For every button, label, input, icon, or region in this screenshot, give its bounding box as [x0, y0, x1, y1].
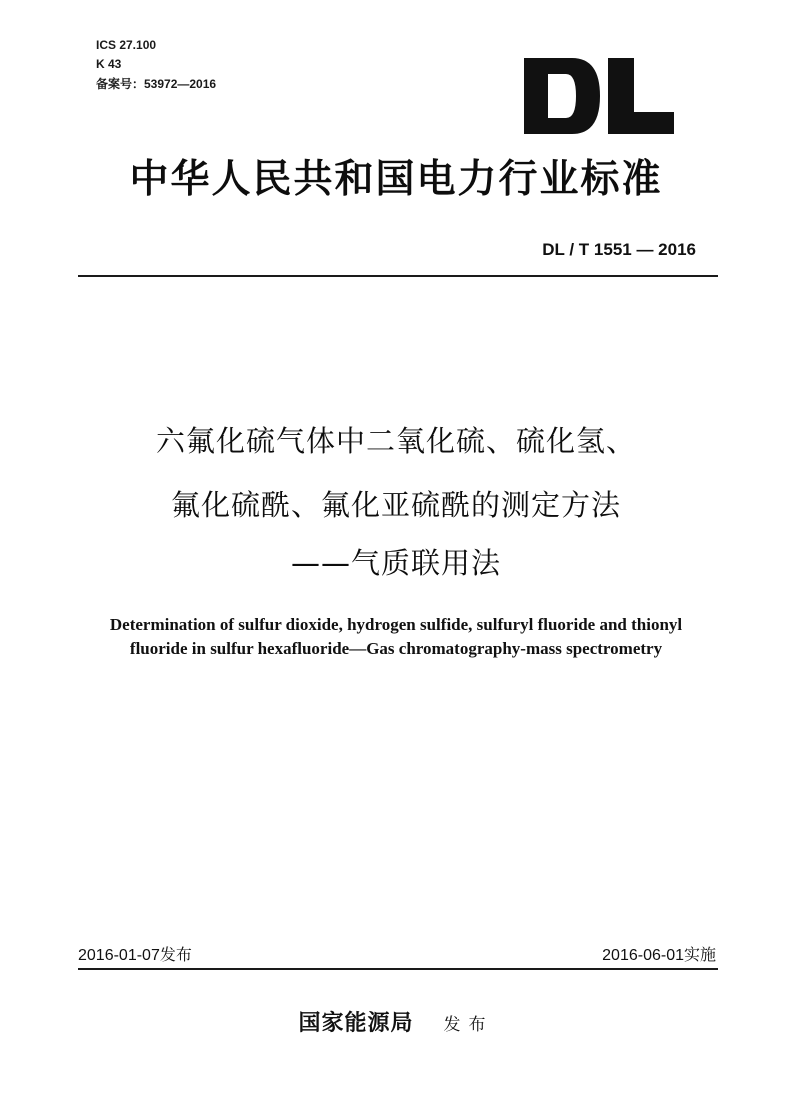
document-title-line-1: 六氟化硫气体中二氧化硫、硫化氢、: [155, 424, 636, 458]
ics-code: ICS 27.100: [96, 38, 157, 52]
top-divider: [78, 275, 718, 277]
issuer-block: [0, 1006, 792, 1037]
logo-letter-l: [608, 58, 674, 134]
issuer-name: 国家能源局: [298, 1010, 414, 1036]
english-title-line-2: fluoride in sulfur hexafluoride—Gas chromatography-mass spectrometry: [129, 639, 663, 658]
dl-logo: [524, 58, 674, 134]
issue-date: 2016-01-07发布: [78, 947, 192, 964]
document-title-line-2: 氟化硫酰、氟化亚硫酰的测定方法: [170, 488, 621, 522]
record-number: 备案号：53972—2016: [96, 77, 217, 91]
issuer-action: 发布: [443, 1015, 494, 1035]
standard-number: DL / T 1551 — 2016: [542, 240, 696, 259]
standard-category-title: 中华人民共和国电力行业标准: [129, 157, 663, 202]
implementation-date: 2016-06-01实施: [602, 947, 716, 964]
english-title-line-1: Determination of sulfur dioxide, hydrogen sulfide, sulfuryl fluoride and thionyl: [109, 615, 683, 634]
document-subtitle: ——气质联用法: [290, 546, 501, 580]
classification-code: K 43: [96, 57, 122, 71]
bottom-divider: [78, 968, 718, 970]
logo-letter-d: [524, 58, 600, 134]
